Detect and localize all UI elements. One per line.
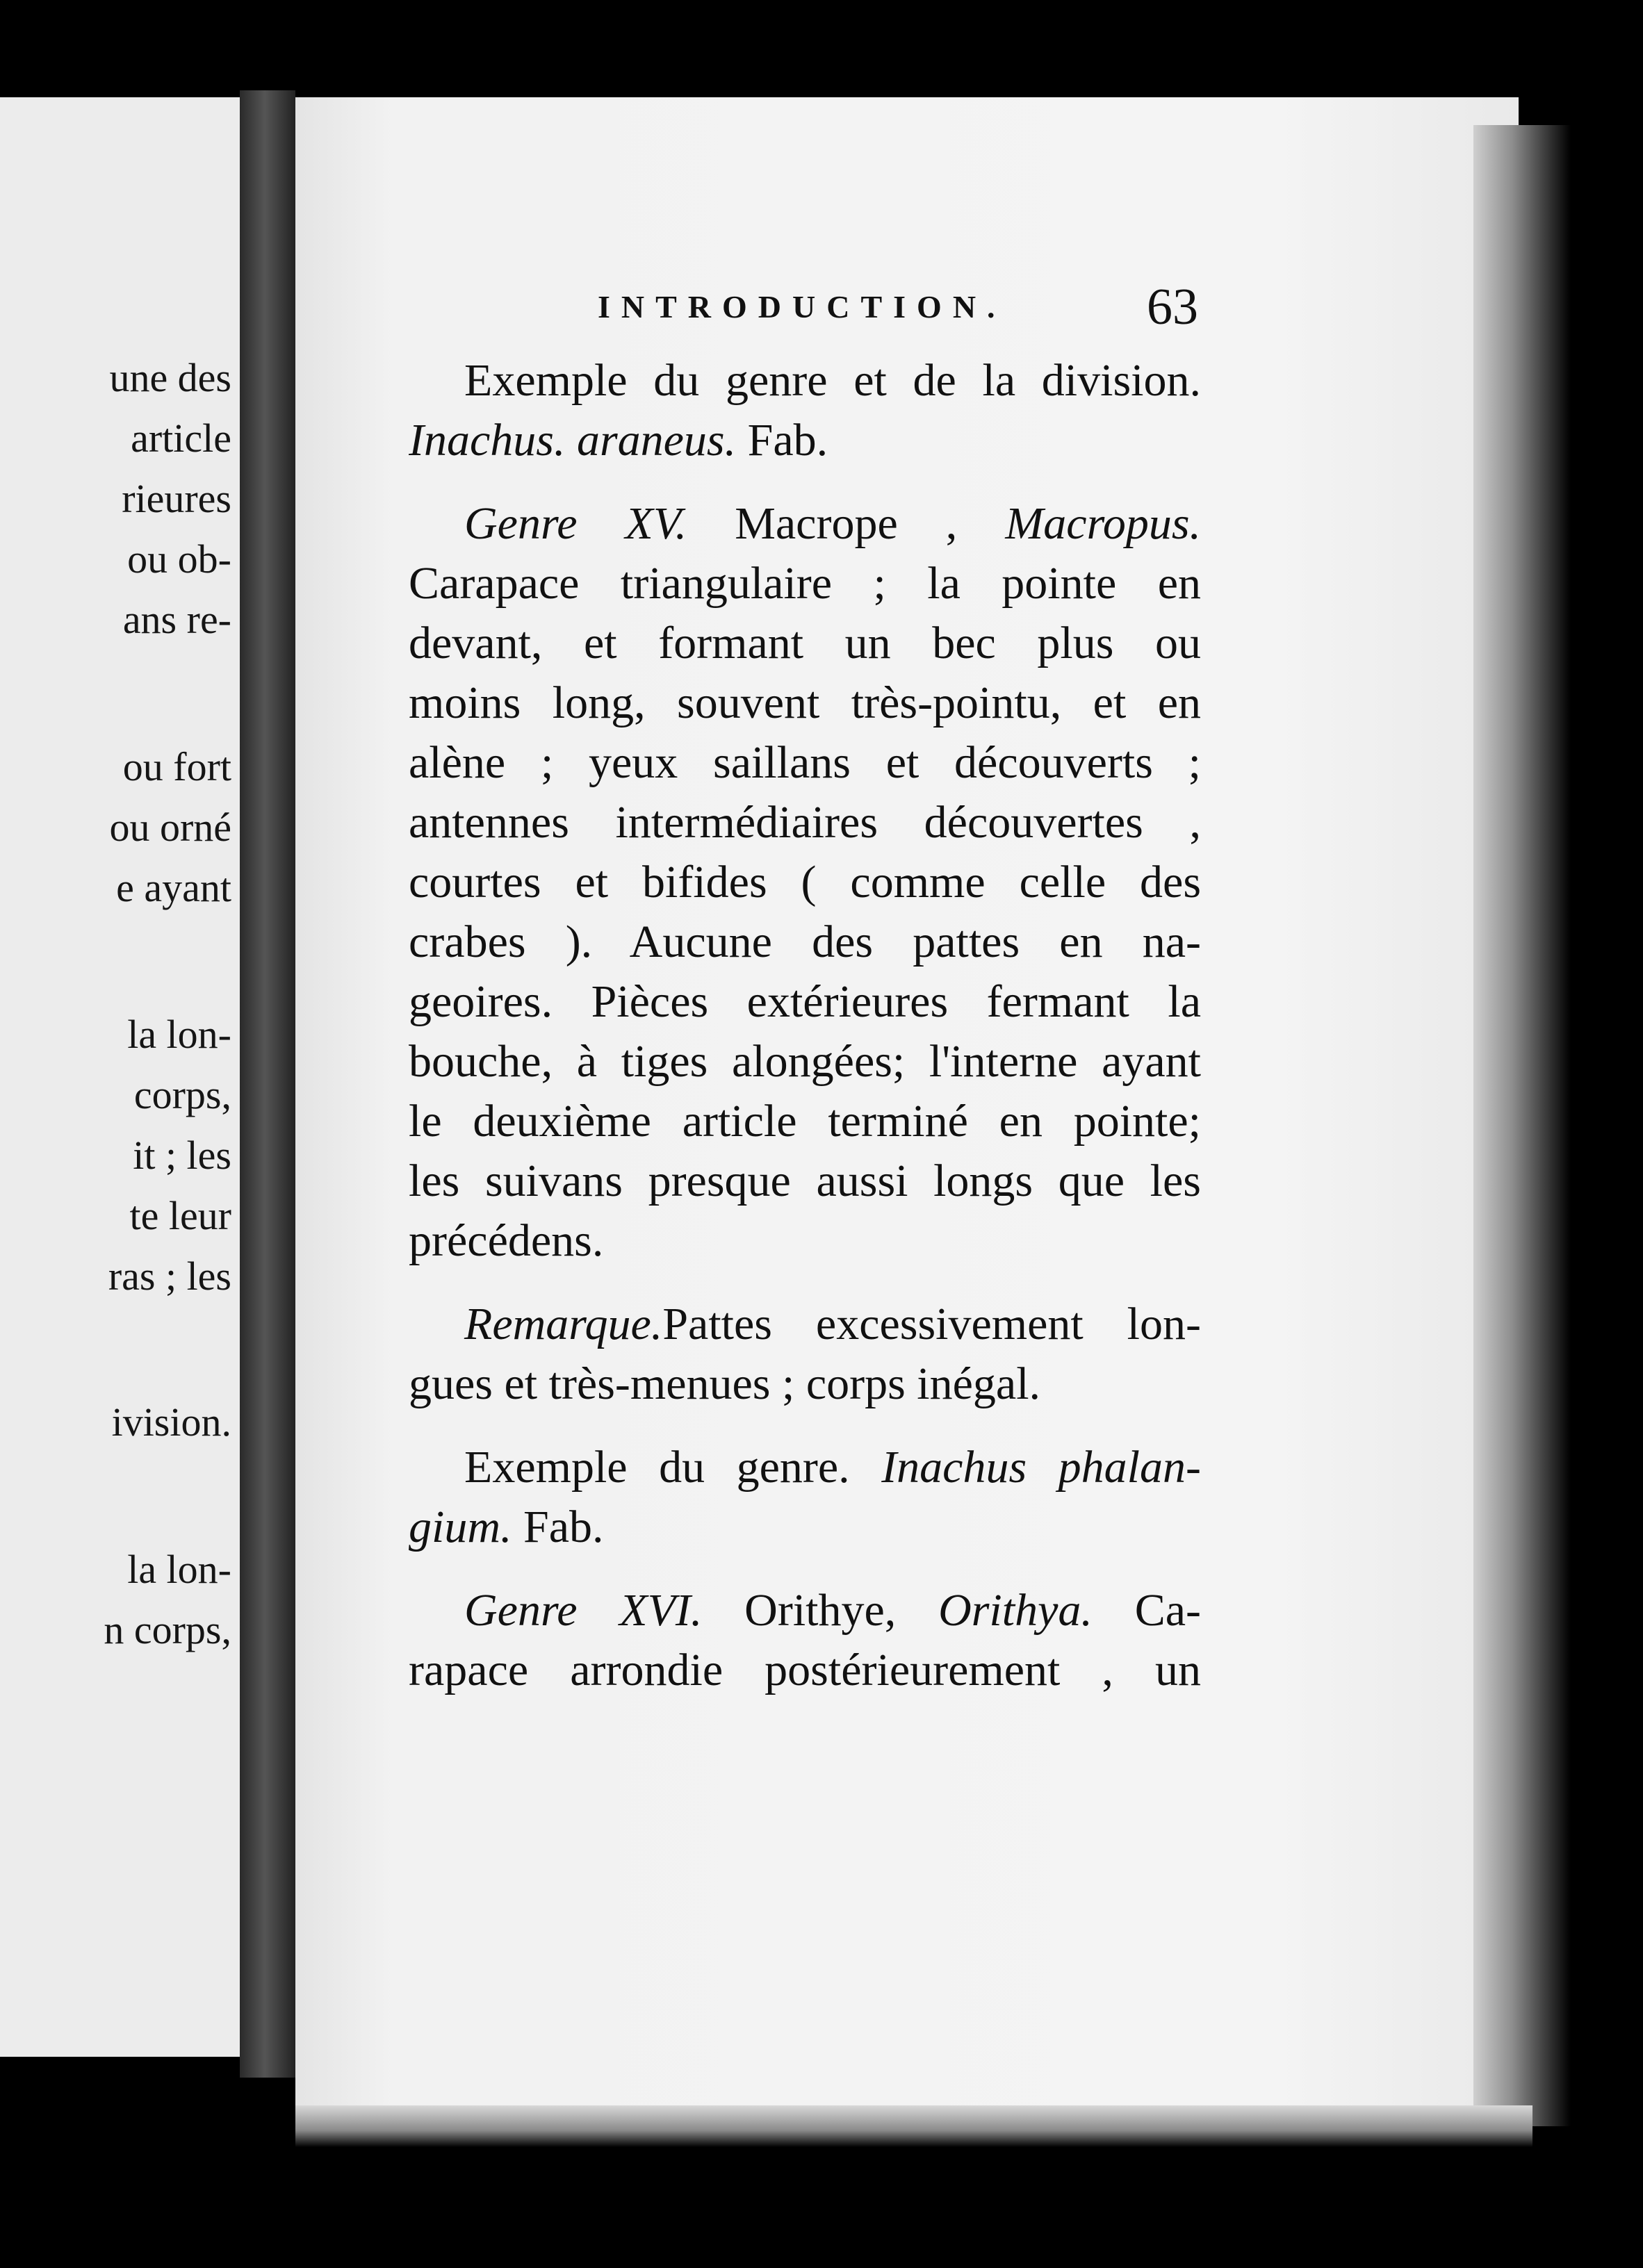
text-line: courtes et bifides ( comme celle des (409, 857, 1201, 907)
left-page-line: une des (109, 355, 231, 400)
left-page-line: it ; les (133, 1133, 231, 1178)
text-line: alène ; yeux saillans et découverts ; (409, 737, 1201, 788)
text-line: le deuxième article terminé en pointe; (409, 1096, 1201, 1147)
text-line: geoires. Pièces extérieures fermant la (409, 976, 1201, 1027)
text-line: Exemple du genre et de la division. (464, 355, 1201, 406)
remark-text: Pattes excessivement lon- (662, 1299, 1201, 1349)
left-page-line: la lon- (127, 1547, 231, 1592)
example-label: Exemple du genre. (464, 1442, 882, 1493)
running-head: INTRODUCTION. (598, 289, 1006, 324)
remark-line (409, 1295, 1201, 1354)
text-line: Carapace triangulaire ; la pointe en (409, 558, 1201, 609)
page-edge-shadow (1473, 125, 1571, 2126)
example-line (409, 1438, 1201, 1497)
text-line: les suivans presque aussi longs que les (409, 1156, 1201, 1206)
author-abbrev: Fab. (512, 1502, 604, 1552)
text-line (409, 411, 1201, 470)
text-line: gues et très-menues ; corps inégal. (409, 1358, 1041, 1409)
left-page-line: ivision. (111, 1399, 231, 1445)
left-page-line: n corps, (104, 1607, 231, 1652)
text-line: crabes ). Aucune des pattes en na- (409, 917, 1201, 967)
author-abbrev: Fab. (736, 415, 828, 466)
left-page-line: ras ; les (108, 1254, 231, 1299)
previous-page-fragment (0, 97, 240, 2057)
genus-latin-name: Orithya. (938, 1585, 1093, 1636)
genus-heading-line (409, 494, 1201, 554)
left-page-line: rieures (122, 476, 231, 521)
text-line (409, 1497, 1201, 1557)
text-line: précédens. (409, 1215, 604, 1266)
remark-label: Remarque. (464, 1299, 663, 1349)
page-bottom-shadow (295, 2105, 1532, 2147)
text-continuation: Ca- (1092, 1585, 1201, 1636)
genus-name: Orithye, (702, 1585, 939, 1636)
text-line: devant, et formant un bec plus ou (409, 618, 1201, 668)
text-line: moins long, souvent très-pointu, et en (409, 677, 1201, 728)
text-line: antennes intermédiaires découvertes , (409, 797, 1201, 848)
left-page-line: e ayant (116, 865, 231, 910)
species-name: Inachus phalan- (881, 1442, 1201, 1493)
left-page-line: article (131, 416, 231, 461)
left-page-line: ou orné (109, 805, 231, 850)
species-name: Inachus. araneus. (409, 415, 737, 466)
genus-number: Genre XVI. (464, 1585, 703, 1636)
left-page-line: ou fort (122, 744, 231, 789)
left-page-line: ou ob- (127, 536, 231, 582)
species-name-end: gium. (409, 1502, 512, 1552)
book-gutter (240, 90, 295, 2078)
genus-name: Macrope , (687, 498, 1006, 549)
text-line: bouche, à tiges alongées; l'interne ayant (409, 1036, 1201, 1087)
genus-number: Genre XV. (464, 498, 687, 549)
genus-heading-line (409, 1581, 1201, 1641)
text-line: rapace arrondie postérieurement , un (409, 1645, 1201, 1695)
page-text (409, 351, 1201, 1700)
left-page-line: la lon- (127, 1012, 231, 1057)
left-page-line: corps, (133, 1072, 231, 1117)
left-page-line: te leur (129, 1193, 231, 1238)
genus-latin-name: Macropus. (1005, 498, 1201, 549)
page-number: 63 (1147, 279, 1198, 336)
left-page-line: ans re- (122, 597, 231, 642)
